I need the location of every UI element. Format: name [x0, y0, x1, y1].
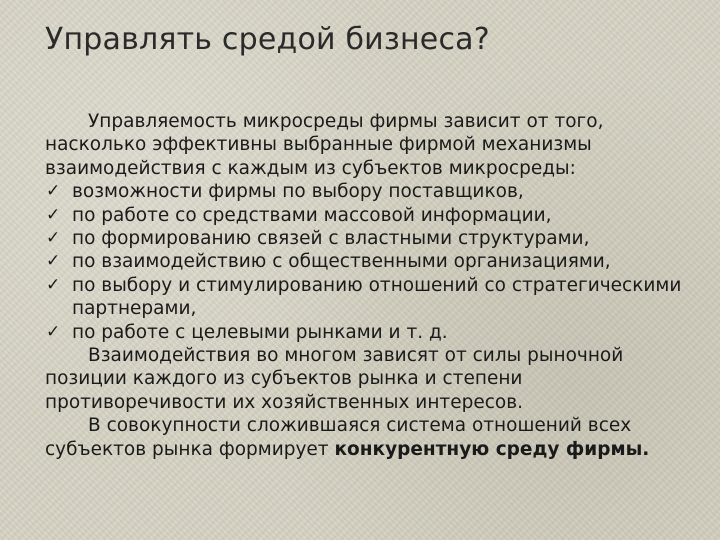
conclusion-emphasis: конкурентную среду фирмы.: [334, 438, 650, 460]
check-mark-icon: ✓: [46, 321, 61, 342]
bullet-list: [45, 180, 685, 344]
list-item: [45, 250, 685, 273]
list-item-text: по выбору и стимулированию отношений со стратегическими партнерами,: [72, 274, 682, 320]
check-mark-icon: ✓: [46, 251, 61, 272]
check-mark-icon: ✓: [46, 274, 61, 295]
slide-body: [45, 110, 685, 461]
conclusion-text: В совокупности сложившаяся система отношений всех субъектов рынка формирует: [45, 415, 632, 460]
list-item-text: по работе с целевыми рынками и т. д.: [72, 321, 448, 343]
list-item: [45, 274, 685, 321]
interaction-paragraph: Взаимодействия во многом зависят от силы рыночной позиции каждого из субъектов рынка и степени противоречивости их хозяйственных интересов.: [45, 345, 624, 413]
list-item: [45, 204, 685, 227]
check-mark-icon: ✓: [46, 228, 61, 249]
list-item: [45, 180, 685, 203]
list-item-text: по взаимодействию с общественными организациями,: [72, 251, 611, 273]
check-mark-icon: ✓: [46, 181, 61, 202]
list-item-text: возможности фирмы по выбору поставщиков,: [72, 181, 524, 203]
list-item: [45, 227, 685, 250]
list-item-text: по формированию связей с властными структурами,: [72, 228, 590, 250]
slide-title: Управлять средой бизнеса?: [45, 22, 490, 57]
list-item: [45, 321, 685, 344]
list-item-text: по работе со средствами массовой информации,: [72, 204, 552, 226]
check-mark-icon: ✓: [46, 204, 61, 225]
conclusion-paragraph: [45, 414, 685, 461]
intro-paragraph: Управляемость микросреды фирмы зависит от того, насколько эффективны выбранные фирмой механизмы взаимодействия с каждым из субъектов микросреды:: [45, 111, 604, 179]
